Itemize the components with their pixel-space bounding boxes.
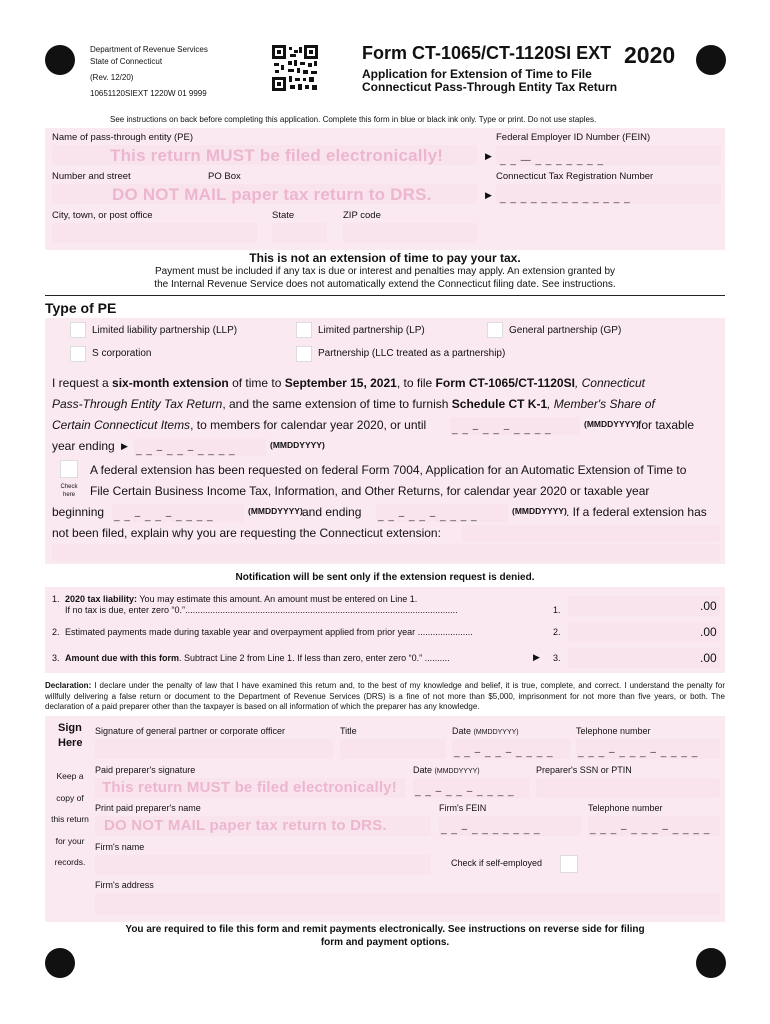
line-1-amount-field[interactable] xyxy=(568,596,720,616)
firm-address-label: Firm's address xyxy=(95,880,154,890)
request-text-3d: for taxable xyxy=(638,418,695,432)
ct-reg-label: Connecticut Tax Registration Number xyxy=(496,171,654,182)
header-agency xyxy=(90,45,208,99)
street-label: Number and street xyxy=(52,171,131,182)
request-text-c: of time to xyxy=(228,376,285,390)
federal-text-2: File Certain Business Income Tax, Information, and Other Returns, for calendar year 2020 or taxable year xyxy=(90,484,650,498)
sign-label: Sign xyxy=(58,722,82,734)
phone-format: _ _ _ – _ _ _ – _ _ _ _ xyxy=(578,747,699,758)
ending-date-format: _ _ – _ _ – _ _ _ _ xyxy=(378,511,478,522)
ct-reg-arrow-icon: ▶ xyxy=(485,190,492,200)
year-ending-format: _ _ – _ _ – _ _ _ _ xyxy=(136,445,236,456)
line-3-cents: .00 xyxy=(700,651,717,665)
lp-label: Limited partnership (LP) xyxy=(318,325,425,336)
form-subtitle-1: Application for Extension of Time to File xyxy=(362,67,592,81)
city-field[interactable] xyxy=(52,223,257,243)
preparer-mail-watermark: DO NOT MAIL paper tax return to DRS. xyxy=(104,817,387,834)
federal-text-3e: . If a federal extension has xyxy=(566,505,707,519)
revision: (Rev. 12/20) xyxy=(90,73,134,82)
form-ref: Form CT-1065/CT-1120SI xyxy=(435,376,575,390)
year-ending-label: year ending xyxy=(52,439,115,453)
request-text-a: I request a xyxy=(52,376,113,390)
footer-line-2: form and payment options. xyxy=(320,937,450,948)
preparer-date-label xyxy=(413,765,480,777)
title-label: Title xyxy=(340,726,357,736)
signature-label: Signature of general partner or corporate officer xyxy=(95,726,285,736)
keep-copy-note xyxy=(50,766,90,874)
instructions-note: See instructions on back before completing this application. Complete this form in blue or black ink only. Type or print. Do not use staples. xyxy=(110,115,597,124)
zip-label: ZIP code xyxy=(343,210,381,221)
until-date-format: _ _ – _ _ – _ _ _ _ xyxy=(452,424,552,435)
line-1-desc: You may estimate this amount. An amount must be entered on Line 1. xyxy=(137,594,418,604)
notice-line-1: Payment must be included if any tax is due or interest and penalties may apply. An extension granted by xyxy=(154,266,616,277)
beginning-date-format: _ _ – _ _ – _ _ _ _ xyxy=(114,511,214,522)
gp-checkbox[interactable] xyxy=(487,322,503,338)
registration-mark-bottom-left xyxy=(45,948,75,978)
preparer-electronic-watermark: This return MUST be filed electronically! xyxy=(102,779,397,796)
line-2-num: 2. xyxy=(52,627,60,637)
request-line-1 xyxy=(52,373,645,394)
registration-mark-bottom-right xyxy=(696,948,726,978)
keep-line-4: for your xyxy=(55,835,85,846)
llc-partnership-checkbox[interactable] xyxy=(296,346,312,362)
line-1-num: 1. xyxy=(52,594,60,604)
until-date-fmt-label: (MMDDYYYY) xyxy=(584,419,639,429)
explain-field-2[interactable] xyxy=(52,544,720,561)
year-ending-arrow-icon: ▶ xyxy=(121,441,128,451)
registration-mark-top-left xyxy=(45,45,75,75)
line-1-bold: 2020 tax liability: xyxy=(65,594,138,604)
preparer-phone-format: _ _ _ – _ _ _ – _ _ _ _ xyxy=(590,824,711,835)
zip-field[interactable] xyxy=(343,223,477,243)
explain-field-1[interactable] xyxy=(462,525,720,542)
six-month-extension: six-month extension xyxy=(112,376,229,390)
footer-line-1: You are required to file this form and remit payments electronically. See instructions on reverse side for filing xyxy=(125,924,645,935)
ending-fmt-label: (MMDDYYYY) xyxy=(512,506,567,516)
keep-line-1: Keep a xyxy=(56,771,84,781)
line-3-text: Amount due with this form. Subtract Line 2 from Line 1. If less than zero, enter zero “0.” .......... xyxy=(65,653,450,663)
form-subtitle-2: Connecticut Pass-Through Entity Tax Return xyxy=(362,80,618,94)
tax-year: 2020 xyxy=(624,42,676,68)
and-ending-label: and ending xyxy=(302,505,362,519)
pe-name-label: Name of pass-through entity (PE) xyxy=(52,132,193,143)
preparer-phone-label: Telephone number xyxy=(588,803,663,813)
check-here-label: Check here xyxy=(60,484,78,498)
divider-top xyxy=(45,295,725,296)
state-field[interactable] xyxy=(272,223,327,243)
keep-line-2: copy of xyxy=(56,792,84,803)
request-text-e: , to file xyxy=(396,376,436,390)
llc-partnership-label: Partnership (LLC treated as a partnership) xyxy=(318,348,506,359)
line-3-arrow-icon: ▶ xyxy=(533,652,540,662)
line-1-desc-2: If no tax is due, enter zero “0.” xyxy=(65,605,186,615)
certain-items: Certain Connecticut Items xyxy=(52,418,191,432)
preparer-name-label: Print paid preparer's name xyxy=(95,803,201,813)
here-label: Here xyxy=(58,737,83,749)
declaration-text: I declare under the penalty of law that I have examined this return and, to the best of my knowledge and belief, it is true, complete, and correct. I understand the penalty for willfully delivering a false return or document to the Department of Revenue Services (DRS) is a fine of not more than $5,000, imprisonment for not more than five years, or both. The declaration of a paid preparer other than the taxpayer is based on all information of which the preparer has any knowledge. xyxy=(45,681,725,711)
date-format: (MMDDYYYY) xyxy=(473,729,519,736)
preparer-date-format: (MMDDYYYY) xyxy=(434,768,480,775)
line-1-text: 2020 tax liability: You may estimate this amount. An amount must be entered on Line 1. If no tax is due, enter zero “0.”............................................................................................................. xyxy=(65,594,458,615)
line-2-cents: .00 xyxy=(700,625,717,639)
line-3-ref: 3. xyxy=(553,653,561,663)
line-2-amount-field[interactable] xyxy=(568,622,720,642)
line-3-bold: Amount due with this form xyxy=(65,653,179,663)
request-text-3b: , to members for calendar year 2020, or until xyxy=(190,418,427,432)
registration-mark-top-right xyxy=(696,45,726,75)
llp-checkbox[interactable] xyxy=(70,322,86,338)
form-title: Form CT-1065/CT-1120SI EXT xyxy=(362,43,612,63)
fein-label: Federal Employer ID Number (FEIN) xyxy=(496,132,651,143)
year-ending-fmt-label: (MMDDYYYY) xyxy=(270,440,325,450)
s-corp-checkbox[interactable] xyxy=(70,346,86,362)
line-3-amount-field[interactable] xyxy=(568,648,720,668)
llp-label: Limited liability partnership (LLP) xyxy=(92,325,238,336)
preparer-date-format-mask: _ _ – _ _ – _ _ _ _ xyxy=(415,786,515,797)
fein-format: _ _ — _ _ _ _ _ _ _ xyxy=(500,155,605,166)
self-employed-checkbox[interactable] xyxy=(560,855,578,873)
keep-line-5: records. xyxy=(54,857,86,867)
declaration-heading: Declaration: xyxy=(45,681,92,690)
notice-line-2: the Internal Revenue Service does not automatically extend the Connecticut filing date. See instructions. xyxy=(154,279,616,290)
line-2-desc: Estimated payments made during taxable year and overpayment applied from prior year xyxy=(65,627,416,637)
preparer-signature-label: Paid preparer's signature xyxy=(95,765,196,775)
signature-field[interactable] xyxy=(95,739,333,759)
gp-label: General partnership (GP) xyxy=(509,325,622,336)
line-1-cents: .00 xyxy=(700,599,717,613)
beginning-label: beginning xyxy=(52,505,105,519)
federal-text-1: A federal extension has been requested on federal Form 7004, Application for an Automatic Extension of Time to xyxy=(90,463,687,477)
line-1-ref: 1. xyxy=(553,605,561,615)
firm-address-field[interactable] xyxy=(95,893,720,915)
pobox-label: PO Box xyxy=(208,171,241,182)
date-label-text: Date xyxy=(452,726,472,736)
request-text-2b: , and the same extension of time to furnish xyxy=(222,397,452,411)
due-date: September 15, 2021 xyxy=(284,376,397,390)
electronic-filing-watermark: This return MUST be filed electronically! xyxy=(110,146,444,165)
beginning-fmt-label: (MMDDYYYY) xyxy=(248,506,303,516)
declaration xyxy=(45,681,725,713)
request-text-g: , Connecticut xyxy=(574,376,645,390)
ct-reg-format: _ _ _ _ _ _ _ _ _ _ _ _ _ xyxy=(500,193,631,204)
form-code: 10651120SIEXT 1220W 01 9999 xyxy=(90,89,207,98)
lp-checkbox[interactable] xyxy=(296,322,312,338)
state-label: State xyxy=(272,210,295,221)
line-3-num: 3. xyxy=(52,653,60,663)
request-line-2 xyxy=(52,394,655,415)
city-label: City, town, or post office xyxy=(52,210,153,221)
request-line-3 xyxy=(52,415,426,436)
preparer-date-text: Date xyxy=(413,765,433,775)
keep-line-3: this return xyxy=(51,814,89,824)
line-2-ref: 2. xyxy=(553,627,561,637)
line-2-text: Estimated payments made during taxable year and overpayment applied from prior year ...................... xyxy=(65,627,473,637)
firm-name-field[interactable] xyxy=(95,855,431,875)
request-text-2d: , Member's Share of xyxy=(547,397,655,411)
type-of-pe-heading: Type of PE xyxy=(45,300,117,316)
not-extension-notice: This is not an extension of time to pay your tax. xyxy=(249,251,521,265)
state-name: State of Connecticut xyxy=(90,57,163,66)
qr-code xyxy=(272,45,318,91)
title-field[interactable] xyxy=(340,739,446,759)
firm-name-label: Firm's name xyxy=(95,842,145,852)
line-3-desc: . Subtract Line 2 from Line 1. If less than zero, enter zero “0.” xyxy=(179,653,423,663)
sign-date-format: _ _ – _ _ – _ _ _ _ xyxy=(454,747,554,758)
notification-note: Notification will be sent only if the extension request is denied. xyxy=(235,572,535,583)
preparer-ssn-field[interactable] xyxy=(536,778,720,798)
return-name: Pass-Through Entity Tax Return xyxy=(52,397,223,411)
explain-label: not been filed, explain why you are requesting the Connecticut extension: xyxy=(52,526,441,540)
firm-fein-format: _ _ – _ _ _ _ _ _ _ xyxy=(441,824,541,835)
federal-extension-checkbox[interactable] xyxy=(60,460,78,478)
self-employed-label: Check if self-employed xyxy=(451,858,543,868)
date-label xyxy=(452,726,519,738)
do-not-mail-watermark: DO NOT MAIL paper tax return to DRS. xyxy=(112,185,432,204)
preparer-ssn-label: Preparer's SSN or PTIN xyxy=(536,765,632,775)
firm-fein-label: Firm's FEIN xyxy=(439,803,487,813)
fein-arrow-icon: ▶ xyxy=(485,151,492,161)
phone-label: Telephone number xyxy=(576,726,651,736)
s-corp-label: S corporation xyxy=(92,348,152,359)
schedule-ref: Schedule CT K-1 xyxy=(451,397,548,411)
dept-name: Department of Revenue Services xyxy=(90,45,208,54)
